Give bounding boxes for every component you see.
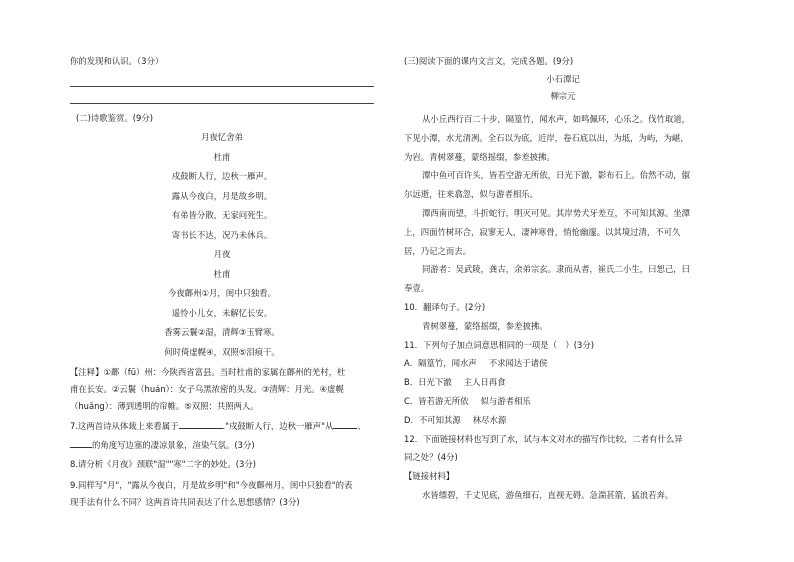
right-column (404, 56, 722, 505)
question-tail: 你的发现和认识。（3分） (70, 56, 164, 66)
passage-author: 柳宗元 (550, 91, 576, 101)
question-12: 12．下面链接材料也写到了水，试与本文对水的描写作比较，二者有什么异 (404, 433, 683, 444)
passage-line: 同游者：吴武陵，龚古，余弟宗玄。隶而从者，崔氏二小生，曰恕己，曰 (422, 264, 690, 275)
link-material-text: 水皆缥碧，千丈见底，游鱼细石，直视无碍。急湍甚箭，猛浪若奔。 (422, 489, 674, 500)
poem-line: 戍鼓断人行，边秋一雁声。 (171, 171, 273, 181)
passage-line: 上，四面竹树环合，寂寥无人，凄神寒骨，悄怆幽邃。以其境过清，不可久 (404, 226, 681, 237)
passage-title: 小石潭记 (546, 74, 580, 84)
question-8: 8.请分析《月夜》颈联"湿""寒"二字的妙处。(3分) (70, 459, 257, 469)
poem-block (70, 128, 374, 362)
question-12-cont: 同之处？(4分) (404, 452, 458, 463)
section-header-poetry: (二)诗歌鉴赏。(9分) (76, 113, 154, 123)
poem-line: 何时倚虚幌④，双照⑤泪痕干。 (164, 346, 280, 357)
questions-block (404, 298, 722, 505)
answer-blank[interactable] (179, 419, 223, 429)
question-11: 11．下列句子加点词意思相同的一项是（ ）(3分) (404, 339, 595, 350)
passage-line: 潭西南而望，斗折蛇行，明灭可见。其岸势犬牙差互，不可知其源。坐潭 (422, 207, 690, 218)
poem-line: 寄书长不达，况乃未休兵。 (171, 229, 273, 240)
answer-blank[interactable] (333, 419, 357, 429)
poem-line: 有弟皆分散，无家问死生。 (171, 210, 273, 220)
passage-line: 尔远逝，往来翕忽，似与游者相乐。 (404, 189, 538, 200)
passage-line: 潭中鱼可百许头，皆若空游无所依，日光下澈，影布石上。佁然不动，俶 (422, 170, 690, 181)
section-header-reading: (三)阅读下面的课内文言文，完成各题。(9分) (404, 56, 574, 66)
annotation-line: 【注释】①鄜（fū）州：今陕西省富县。当时杜甫的家属在鄜州的羌村，杜 (70, 367, 346, 377)
poem-title: 月夜忆舍弟 (201, 132, 243, 142)
question-9: 9.同样写"月"，"露从今夜白，月是故乡明"和"今夜鄜州月，闺中只独看"的表 现手法有什么不同？这两首诗共同表达了什么思想感情？(3分) (70, 480, 353, 507)
option-c: C．皆若游无所依 似与游者相乐 (404, 395, 531, 406)
annotation-block (70, 364, 374, 415)
annotation-line: （huǎng）：薄到透明的帘帷。⑤双照：共照两人。 (70, 401, 259, 411)
question-10: 10．翻译句子。(2分) (404, 301, 486, 312)
link-material-header: 【链接材料】 (404, 471, 455, 482)
option-a: A．隔篁竹，闻水声 不求闻达于诸侯 (404, 358, 548, 369)
poem-title: 月夜 (213, 249, 231, 259)
passage-line: 奉壹。 (404, 283, 430, 294)
poem-line: 露从今夜白，月是故乡明。 (171, 190, 273, 201)
poem-author: 杜甫 (213, 268, 231, 279)
annotation-line: 甫在长安。②云鬟（huán）：女子乌黑浓密的头发。③清辉：月光。④虚幌 (70, 384, 344, 394)
left-column (70, 56, 374, 511)
question-7: 7.这两首诗从体裁上来看属于 ."戍鼓断人行，边秋一雁声"从 、 的角度写边塞的凄凉景象，渲染气氛。(3分) (70, 421, 366, 450)
poem-line: 遥怜小儿女，未解忆长安。 (171, 307, 273, 318)
option-b: B．日光下澈 主人日再食 (404, 377, 506, 388)
answer-blank[interactable] (70, 438, 92, 448)
option-d: D．不可知其源 林尽水源 (404, 414, 507, 425)
passage-line: 从小丘西行百二十步，隔篁竹，闻水声，如鸣佩环，心乐之。伐竹取道， (422, 114, 690, 124)
passage-line: 居，乃记之而去。 (404, 245, 471, 256)
poem-line: 今夜鄜州①月，闺中只独看。 (167, 288, 276, 298)
question-10-sentence: 青树翠蔓，蒙络摇缀，参差披拂。 (422, 320, 548, 331)
poem-line: 香雾云鬟②湿，清辉③玉臂寒。 (164, 327, 280, 337)
passage-line: 下见小潭，水尤清冽。全石以为底，近岸，卷石底以出，为坻，为屿，为嵁， (404, 132, 689, 143)
poem-author: 杜甫 (213, 151, 231, 162)
passage-line: 为岩。青树翠蔓，蒙络摇缀，参差披拂。 (404, 151, 555, 162)
passage-body (404, 110, 722, 298)
